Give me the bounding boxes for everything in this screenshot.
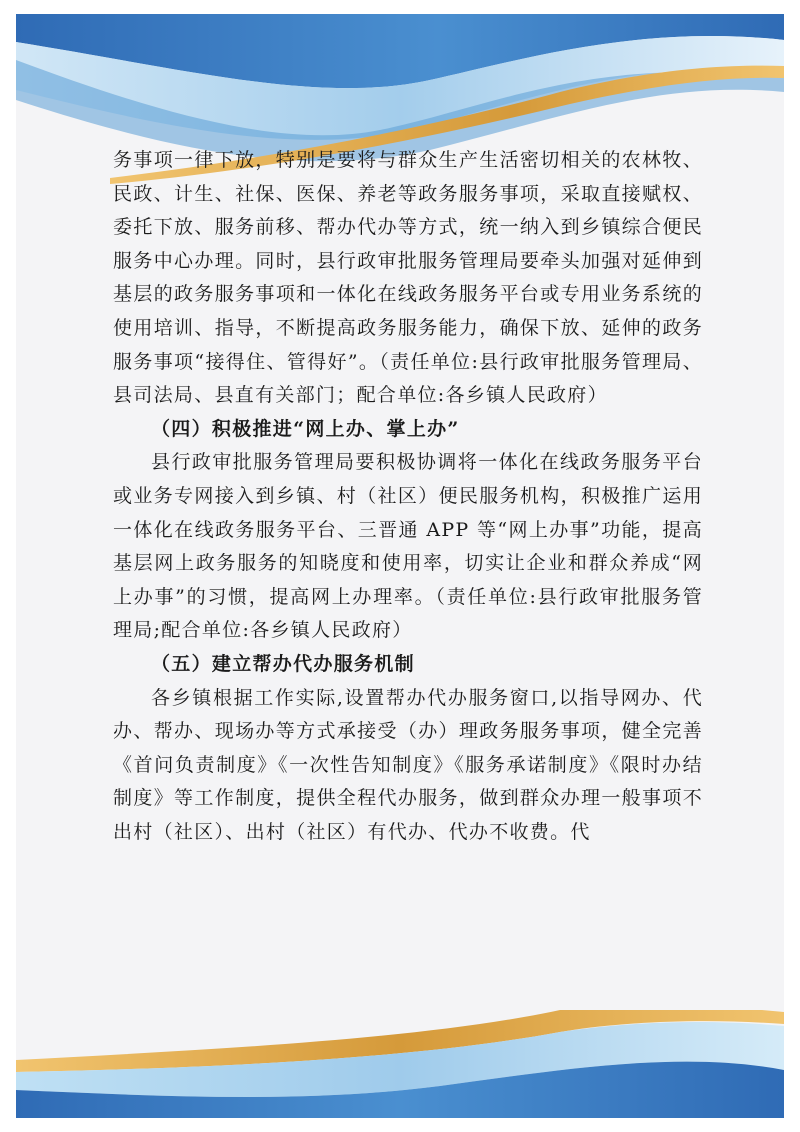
section-heading-4: （四）积极推进“网上办、掌上办” bbox=[151, 417, 460, 440]
section-heading-5: （五）建立帮办代办服务机制 bbox=[151, 652, 415, 675]
document-body bbox=[113, 144, 703, 849]
bottom-wave-decoration bbox=[0, 1010, 800, 1132]
paragraph-online-service: 县行政审批服务管理局要积极协调将一体化在线政务服务平台或业务专网接入到乡镇、村（社区）便民服务机构，积极推广运用一体化在线政务服务平台、三晋通 APP 等“网上办事”功能，提高基层网上政务服务的知晓度和使用率，切实让企业和群众养成“网上办事”的习惯，提高网上办理率。（责任单位:县行政审批服务管理局;配合单位:各乡镇人民政府） bbox=[113, 451, 703, 642]
paragraph-agency-service: 各乡镇根据工作实际,设置帮办代办服务窗口,以指导网办、代办、帮办、现场办等方式承接受（办）理政务服务事项，健全完善《首问负责制度》《一次性告知制度》《服务承诺制度》《限时办结制度》等工作制度，提供全程代办服务，做到群众办理一般事项不出村（社区）、出村（社区）有代办、代办不收费。代 bbox=[113, 686, 703, 843]
paragraph-continuation: 务事项一律下放，特别是要将与群众生产生活密切相关的农林牧、民政、计生、社保、医保、养老等政务服务事项，采取直接赋权、委托下放、服务前移、帮办代办等方式，统一纳入到乡镇综合便民服务中心办理。同时，县行政审批服务管理局要牵头加强对延伸到基层的政务服务事项和一体化在线政务服务平台或专用业务系统的使用培训、指导，不断提高政务服务能力，确保下放、延伸的政务服务事项“接得住、管得好”。（责任单位:县行政审批服务管理局、县司法局、县直有关部门；配合单位:各乡镇人民政府） bbox=[113, 149, 703, 407]
